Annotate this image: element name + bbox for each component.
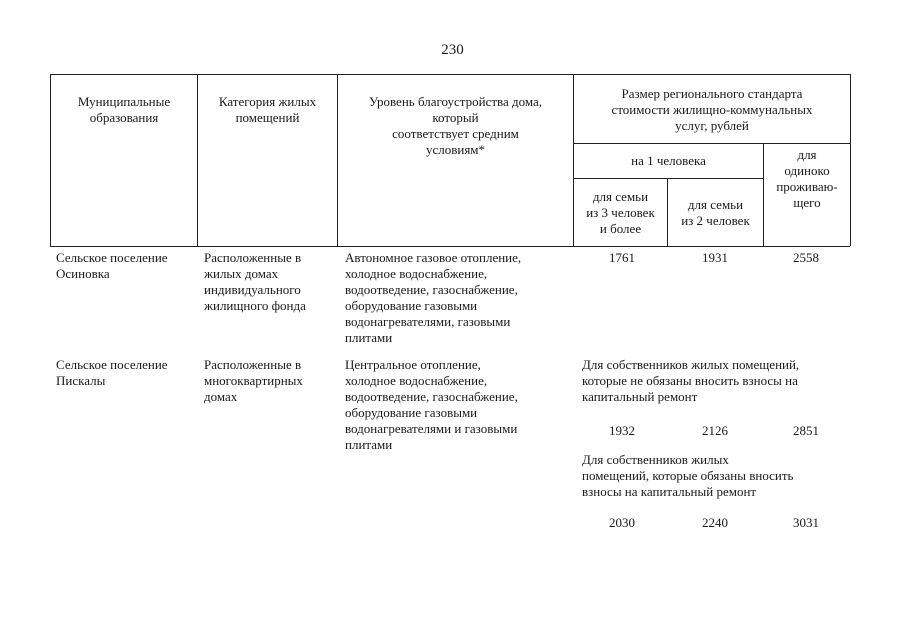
row2-value1-family2: 2126 [702, 423, 728, 438]
row2-value2-family3: 2030 [609, 515, 635, 530]
row2-category: Расположенные в многоквартирных домах [204, 357, 303, 404]
row2-value2-family2: 2240 [702, 515, 728, 530]
header-municipality: Муниципальные образования [77, 94, 171, 125]
table-header-bottom-border [50, 246, 850, 247]
header-family3: для семьи из 3 человек и более [586, 189, 655, 236]
row2-note-obliged: Для собственников жилых помещений, которые обязаны вносить взносы на капитальный ремонт [582, 452, 794, 499]
row1-value-single: 2558 [793, 250, 819, 265]
family-top-line [573, 178, 763, 179]
row2-municipality: Сельское поселение Пискалы [56, 357, 168, 388]
per-person-top-line [573, 143, 850, 144]
row1-value-family2: 1931 [702, 250, 728, 265]
header-single: для одиноко проживаю- щего [776, 147, 838, 210]
table-top-border [50, 74, 850, 75]
header-standard: Размер регионального стандарта стоимости жилищно-коммунальных услуг, рублей [611, 86, 813, 133]
row1-amenities: Автономное газовое отопление, холодное водоснабжение, водоотведение, газоснабжение, оборудование газовыми водонагревателями, газовыми плитами [345, 250, 522, 345]
row1-municipality: Сельское поселение Осиновка [56, 250, 168, 281]
row2-note-not-obliged: Для собственников жилых помещений, которые не обязаны вносить взносы на капитальный ремонт [582, 357, 800, 404]
right-border [850, 74, 851, 246]
header-family2: для семьи из 2 человек [681, 197, 750, 228]
row2-value2-single: 3031 [793, 515, 819, 530]
page-number: 230 [441, 42, 464, 58]
header-per-person: на 1 человека [631, 153, 706, 168]
header-category: Категория жилых помещений [218, 94, 317, 125]
row1-category: Расположенные в жилых домах индивидуального жилищного фонда [204, 250, 306, 313]
row1-value-family3: 1761 [609, 250, 635, 265]
row2-amenities: Центральное отопление, холодное водоснабжение, водоотведение, газоснабжение, оборудование газовыми водонагревателями и газовыми плитами [345, 357, 518, 452]
row2-value1-family3: 1932 [609, 423, 635, 438]
row2-value1-single: 2851 [793, 423, 819, 438]
header-amenities: Уровень благоустройства дома, который соответствует средним условиям* [368, 94, 543, 157]
